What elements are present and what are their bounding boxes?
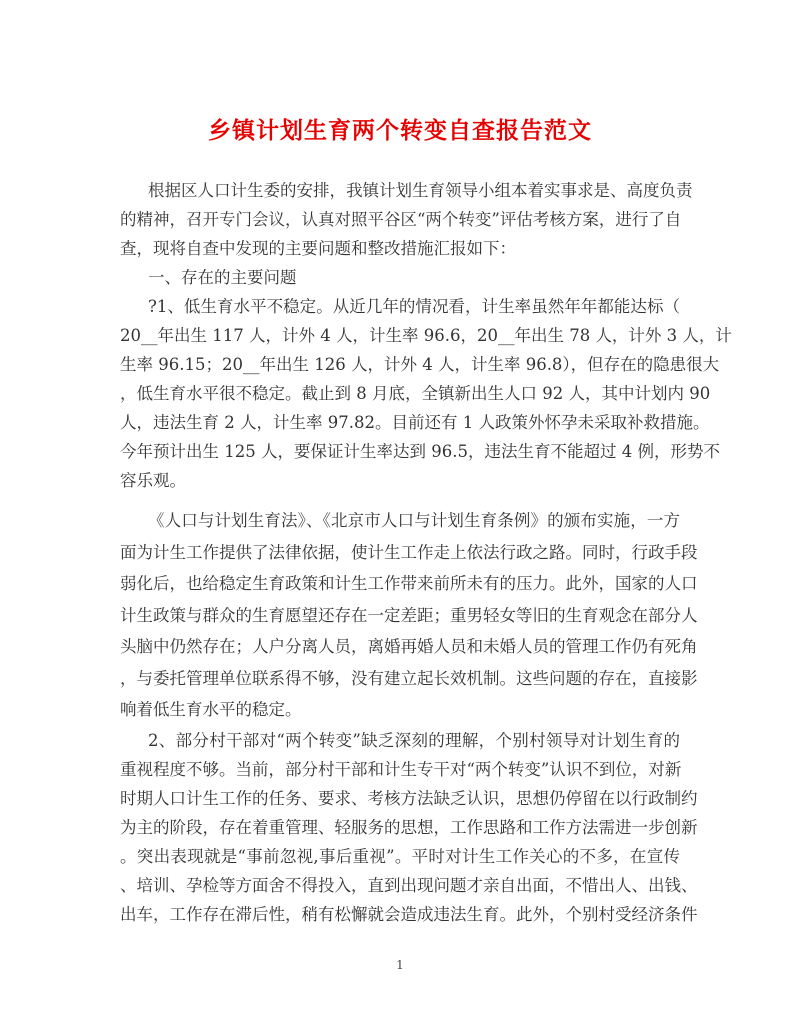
text-line: 头脑中仍然存在；人户分离人员，离婚再婚人员和未婚人员的管理工作仍有死角 xyxy=(120,637,698,656)
text-line: 20__年出生 117 人，计外 4 人，计生率 96.6，20__年出生 78 人，计外 3 人，计 xyxy=(120,326,732,345)
paragraph xyxy=(120,726,698,929)
paragraph xyxy=(120,505,698,726)
section-heading: 一、存在的主要问题 xyxy=(148,268,297,287)
text-line: 《人口与计划生育法》、《北京市人口与计划生育条例》的颁布实施，一方 xyxy=(148,511,680,530)
text-line: 出车，工作存在滞后性，稍有松懈就会造成违法生育。此外，个别村受经济条件 xyxy=(120,904,698,924)
paragraph xyxy=(120,176,693,263)
text-line: 根据区人口计生委的安排，我镇计划生育领导小组本着实事求是、高度负责 xyxy=(148,181,693,200)
text-line: 、培训、孕检等方面舍不得投入，直到出现问题才亲自出面，不惜出人、出钱、 xyxy=(120,875,698,895)
text-line: 生率 96.15；20__年出生 126 人，计外 4 人，计生率 96.8），但存在的隐患很大 xyxy=(120,355,720,374)
text-line: 今年预计出生 125 人，要保证计生率达到 96.5，违法生育不能超过 4 例，形势不 xyxy=(120,442,720,461)
text-line: 时期人口计生工作的任务、要求、考核方法缺乏认识，思想仍停留在以行政制约 xyxy=(120,788,698,808)
text-line: ，低生育水平很不稳定。截止到 8 月底，全镇新出生人口 92 人，其中计划内 90 xyxy=(120,384,711,403)
paragraph xyxy=(120,263,680,292)
page-number: 1 xyxy=(396,958,404,972)
text-line: 人，违法生育 2 人，计生率 97.82。目前还有 1 人政策外怀孕未采取补救措施。 xyxy=(120,413,710,432)
text-line: ，与委托管理单位联系得不够，没有建立起长效机制。这些问题的存在，直接影 xyxy=(120,668,698,688)
text-line: 面为计生工作提供了法律依据，使计生工作走上依法行政之路。同时，行政手段 xyxy=(120,542,698,562)
document-body xyxy=(120,176,732,929)
text-line: 2、部分村干部对“两个转变”缺乏深刻的理解，个别村领导对计划生育的 xyxy=(148,730,680,750)
text-line: ?1、低生育水平不稳定。从近几年的情况看，计生率虽然年年都能达标（ xyxy=(148,297,680,316)
text-line: 的精神，召开专门会议，认真对照平谷区“两个转变”评估考核方案，进行了自 xyxy=(120,210,682,229)
text-line: 为主的阶段，存在着重管理、轻服务的思想，工作思路和工作方法需进一步创新 xyxy=(120,817,698,837)
text-line: 容乐观。 xyxy=(120,471,186,490)
text-line: 重视程度不够。当前，部分村干部和计生专干对“两个转变”认识不到位，对新 xyxy=(120,759,682,779)
document-title: 乡镇计划生育两个转变自查报告范文 xyxy=(208,117,592,144)
text-line: 计生政策与群众的生育愿望还存在一定差距；重男轻女等旧的生育观念在部分人 xyxy=(120,605,698,625)
text-line: 弱化后，也给稳定生育政策和计生工作带来前所未有的压力。此外，国家的人口 xyxy=(120,574,698,593)
paragraph xyxy=(120,292,732,495)
text-line: 查，现将自查中发现的主要问题和整改措施汇报如下： xyxy=(120,239,516,258)
text-line: 。突出表现就是“事前忽视,事后重视”。平时对计生工作关心的不多，在宣传 xyxy=(120,846,680,866)
text-line: 响着低生育水平的稳定。 xyxy=(120,700,302,719)
